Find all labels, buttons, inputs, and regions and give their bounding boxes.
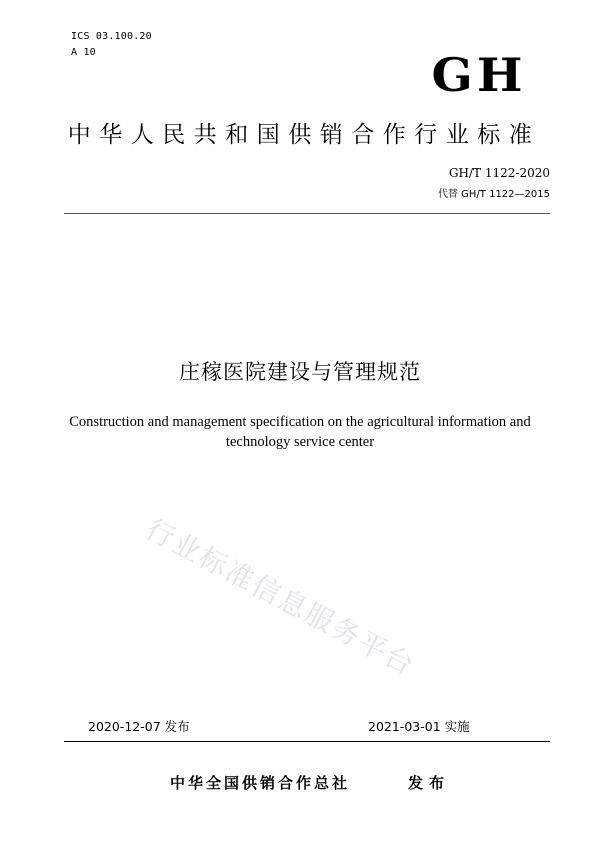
english-title-line-1: Construction and management specification on the agricultural information and	[69, 414, 531, 430]
standard-number: GH/T 1122-2020	[448, 166, 550, 180]
footer-divider	[64, 741, 550, 742]
english-title	[60, 412, 540, 452]
watermark: 行业标准信息服务平台	[140, 512, 421, 683]
ics-code: ICS 03.100.20	[71, 31, 152, 42]
english-title-line-2: technology service center	[225, 434, 375, 450]
implementation-date: 2021-03-01 实施	[368, 719, 470, 734]
publisher-name: 中华全国供销合作总社	[170, 774, 351, 792]
gh-logo: GH	[431, 48, 527, 102]
issue-label: 发布	[408, 774, 451, 792]
header-divider	[64, 213, 550, 214]
publish-date: 2020-12-07 发布	[88, 719, 190, 734]
standard-category-title: 中华人民共和国供销合作行业标准	[67, 122, 541, 148]
chinese-title: 庄稼医院建设与管理规范	[179, 360, 421, 384]
replaces-standard: 代替 GH/T 1122—2015	[437, 189, 550, 200]
classification-code: A 10	[71, 47, 96, 58]
